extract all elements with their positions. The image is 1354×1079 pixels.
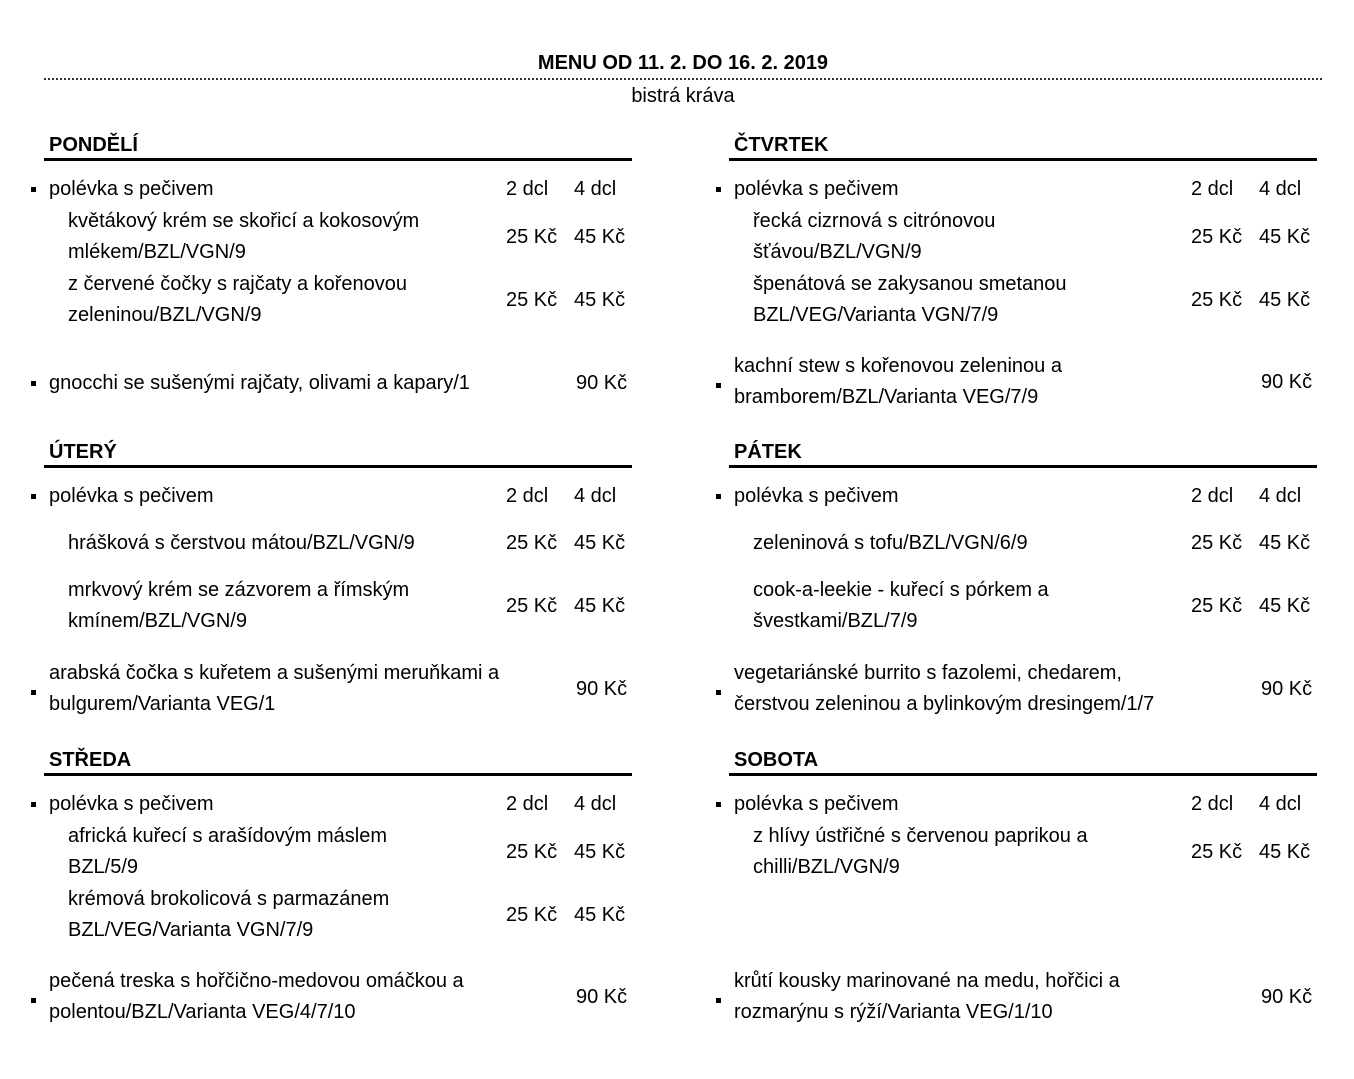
soup-name-cont: zeleninou/BZL/VGN/9 (68, 304, 262, 326)
bullet-icon (716, 383, 721, 388)
soup-name: zeleninová s tofu/BZL/VGN/6/9 (753, 532, 1028, 554)
soup-name: cook-a-leekie - kuřecí s pórkem a (753, 579, 1049, 601)
day-heading: PONDĚLÍ (44, 132, 632, 161)
price-small: 25 Kč (506, 595, 558, 617)
soup-name: z červené čočky s rajčaty a kořenovou (68, 273, 408, 295)
price-large: 45 Kč (574, 904, 626, 926)
day-section (44, 439, 632, 739)
size-large-label: 4 dcl (574, 485, 617, 507)
soup-header-row (729, 481, 1317, 512)
soup-name-cont: chilli/BZL/VGN/9 (753, 856, 900, 878)
dotted-divider (44, 78, 1322, 80)
size-large-label: 4 dcl (574, 793, 617, 815)
day-heading: PÁTEK (729, 439, 1317, 468)
soup-label: polévka s pečivem (734, 485, 899, 507)
main-dish-name-cont: čerstvou zeleninou a bylinkovým dresingem/1/7 (734, 693, 1155, 715)
price-small: 25 Kč (1191, 289, 1243, 311)
soup-name: z hlívy ústřičné s červenou paprikou a (753, 825, 1088, 847)
size-large-label: 4 dcl (1259, 178, 1302, 200)
soup-header-row (729, 174, 1317, 205)
price-large: 45 Kč (1259, 226, 1311, 248)
page-title: MENU OD 11. 2. DO 16. 2. 2019 (537, 52, 829, 74)
price-small: 25 Kč (506, 226, 558, 248)
soup-name-cont: švestkami/BZL/7/9 (753, 610, 918, 632)
main-dish-name-cont: rozmarýnu s rýží/Varianta VEG/1/10 (734, 1001, 1053, 1023)
main-dish-name: krůtí kousky marinované na medu, hořčici a (734, 970, 1120, 992)
day-section (729, 747, 1317, 1047)
main-price: 90 Kč (576, 986, 628, 1008)
size-large-label: 4 dcl (574, 178, 617, 200)
price-small: 25 Kč (506, 289, 558, 311)
price-small: 25 Kč (506, 841, 558, 863)
soup-name: mrkvový krém se zázvorem a římským (68, 579, 410, 601)
price-small: 25 Kč (1191, 595, 1243, 617)
bullet-icon (31, 381, 36, 386)
soup-header-row (44, 481, 632, 512)
size-large-label: 4 dcl (1259, 793, 1302, 815)
price-small: 25 Kč (1191, 226, 1243, 248)
soup-name: květákový krém se skořicí a kokosovým (68, 210, 420, 232)
bullet-icon (716, 690, 721, 695)
soup-label: polévka s pečivem (49, 793, 214, 815)
day-heading: STŘEDA (44, 747, 632, 776)
price-small: 25 Kč (1191, 532, 1243, 554)
size-small-label: 2 dcl (1191, 793, 1234, 815)
soup-name: řecká cizrnová s citrónovou (753, 210, 996, 232)
price-large: 45 Kč (574, 289, 626, 311)
soup-name-cont: BZL/VEG/Varianta VGN/7/9 (68, 919, 314, 941)
size-small-label: 2 dcl (1191, 485, 1234, 507)
main-dish-name-cont: bramborem/BZL/Varianta VEG/7/9 (734, 386, 1039, 408)
day-section (729, 132, 1317, 432)
soup-name: hrášková s čerstvou mátou/BZL/VGN/9 (68, 532, 415, 554)
main-price: 90 Kč (576, 678, 628, 700)
soup-label: polévka s pečivem (734, 793, 899, 815)
soup-name-cont: BZL/5/9 (68, 856, 139, 878)
size-large-label: 4 dcl (1259, 485, 1302, 507)
main-price: 90 Kč (1261, 678, 1313, 700)
soup-label: polévka s pečivem (49, 178, 214, 200)
day-heading: ČTVRTEK (729, 132, 1317, 161)
price-small: 25 Kč (506, 904, 558, 926)
bullet-icon (716, 187, 721, 192)
soup-header-row (729, 789, 1317, 820)
soup-name-cont: BZL/VEG/Varianta VGN/7/9 (753, 304, 999, 326)
price-large: 45 Kč (1259, 532, 1311, 554)
bullet-icon (31, 802, 36, 807)
day-section (729, 439, 1317, 739)
size-small-label: 2 dcl (506, 485, 549, 507)
size-small-label: 2 dcl (1191, 178, 1234, 200)
bullet-icon (31, 187, 36, 192)
price-large: 45 Kč (574, 841, 626, 863)
soup-name-cont: mlékem/BZL/VGN/9 (68, 241, 246, 263)
bullet-icon (31, 690, 36, 695)
main-price: 90 Kč (1261, 986, 1313, 1008)
soup-header-row (44, 174, 632, 205)
bullet-icon (716, 494, 721, 499)
bullet-icon (716, 802, 721, 807)
soup-name: africká kuřecí s arašídovým máslem (68, 825, 387, 847)
price-small: 25 Kč (1191, 841, 1243, 863)
price-large: 45 Kč (574, 595, 626, 617)
soup-label: polévka s pečivem (734, 178, 899, 200)
bullet-icon (31, 998, 36, 1003)
day-heading: ÚTERÝ (44, 439, 632, 468)
price-large: 45 Kč (574, 226, 626, 248)
main-price: 90 Kč (576, 372, 628, 394)
main-dish-name: gnocchi se sušenými rajčaty, olivami a kapary/1 (49, 372, 470, 394)
soup-header-row (44, 789, 632, 820)
main-price: 90 Kč (1261, 371, 1313, 393)
size-small-label: 2 dcl (506, 178, 549, 200)
main-dish-name: pečená treska s hořčično-medovou omáčkou a (49, 970, 464, 992)
day-heading: SOBOTA (729, 747, 1317, 776)
main-dish-name: arabská čočka s kuřetem a sušenými meruňkami a (49, 662, 500, 684)
price-large: 45 Kč (1259, 289, 1311, 311)
day-section (44, 132, 632, 432)
size-small-label: 2 dcl (506, 793, 549, 815)
main-dish-name: vegetariánské burrito s fazolemi, chedarem, (734, 662, 1122, 684)
price-large: 45 Kč (1259, 841, 1311, 863)
main-dish-name-cont: polentou/BZL/Varianta VEG/4/7/10 (49, 1001, 356, 1023)
price-small: 25 Kč (506, 532, 558, 554)
soup-name: krémová brokolicová s parmazánem (68, 888, 390, 910)
soup-name-cont: šťávou/BZL/VGN/9 (753, 241, 922, 263)
soup-name-cont: kmínem/BZL/VGN/9 (68, 610, 247, 632)
price-large: 45 Kč (574, 532, 626, 554)
day-section (44, 747, 632, 1047)
bullet-icon (716, 998, 721, 1003)
main-dish-name: kachní stew s kořenovou zeleninou a (734, 355, 1062, 377)
restaurant-name: bistrá kráva (631, 85, 735, 107)
soup-name: špenátová se zakysanou smetanou (753, 273, 1067, 295)
soup-label: polévka s pečivem (49, 485, 214, 507)
price-large: 45 Kč (1259, 595, 1311, 617)
bullet-icon (31, 494, 36, 499)
main-dish-name-cont: bulgurem/Varianta VEG/1 (49, 693, 276, 715)
